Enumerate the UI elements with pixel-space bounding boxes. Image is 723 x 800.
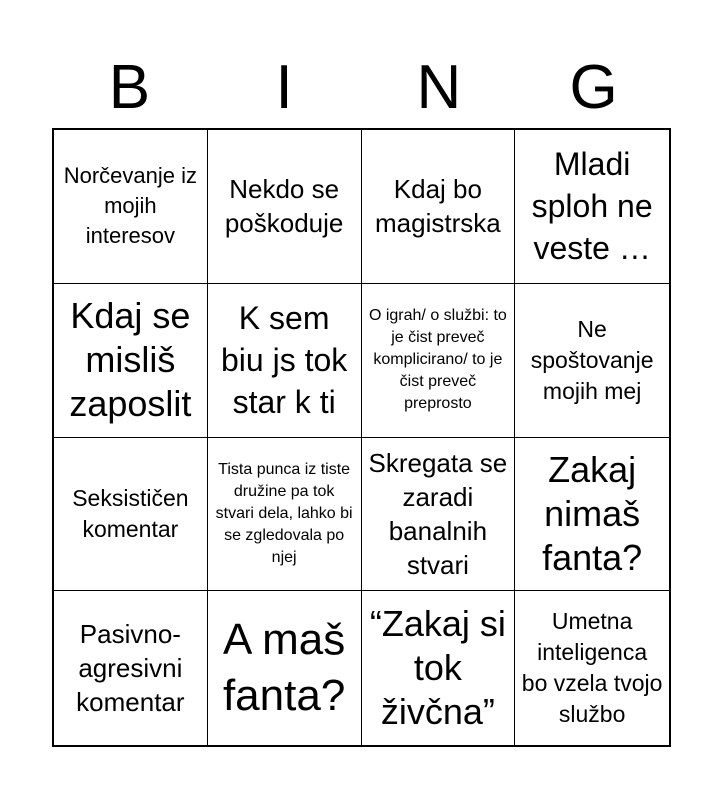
cell-text: Nekdo se poškoduje <box>224 174 344 239</box>
header-letter-i: I <box>275 53 293 122</box>
bingo-cell[interactable] <box>54 130 208 284</box>
bingo-cell[interactable] <box>208 284 362 438</box>
cell-text: K sem biu js tok star k ti <box>220 300 348 421</box>
cell-text: A maš fanta? <box>222 615 346 721</box>
bingo-cell[interactable] <box>362 284 516 438</box>
bingo-cell[interactable] <box>54 591 208 745</box>
cell-text: Umetna inteligenca bo vzela tvojo službo <box>521 608 663 728</box>
bingo-cell[interactable] <box>515 591 669 745</box>
cell-text: Pasivno-agresivni komentar <box>76 619 185 718</box>
bingo-cell[interactable] <box>208 130 362 284</box>
bingo-cell[interactable] <box>515 130 669 284</box>
cell-text: Tista punca iz tiste družine pa tok stvari dela, lahko bi se zgledovala po njej <box>215 460 353 566</box>
bingo-cell[interactable] <box>515 284 669 438</box>
cell-text: O igrah/ o službi: to je čist preveč komplicirano/ to je čist preveč preprosto <box>368 307 507 413</box>
cell-text: “Zakaj si tok živčna” <box>369 603 506 733</box>
cell-text: Zakaj nimaš fanta? <box>542 448 643 578</box>
bingo-cell[interactable] <box>362 438 516 592</box>
bingo-cell[interactable] <box>208 591 362 745</box>
bingo-cell[interactable] <box>515 438 669 592</box>
header-letter-n: N <box>416 53 462 122</box>
bingo-cell[interactable] <box>54 284 208 438</box>
cell-text: Mladi sploh ne veste … <box>531 146 653 267</box>
cell-text: Kdaj bo magistrska <box>375 174 501 239</box>
header-letter-g: G <box>569 53 618 122</box>
bingo-cell[interactable] <box>362 591 516 745</box>
header-letter-b: B <box>108 53 151 122</box>
bingo-cell[interactable] <box>54 438 208 592</box>
cell-text: Seksističen komentar <box>72 484 189 542</box>
bingo-cell[interactable] <box>208 438 362 592</box>
bingo-cell[interactable] <box>362 130 516 284</box>
cell-text: Skregata se zaradi banalnih stvari <box>368 447 508 580</box>
cell-text: Norčevanje iz mojih interesov <box>63 163 198 249</box>
bingo-header <box>52 48 671 128</box>
cell-text: Kdaj se misliš zaposlit <box>69 295 192 425</box>
bingo-card <box>52 128 671 747</box>
cell-text: Ne spoštovanje mojih mej <box>530 315 654 404</box>
